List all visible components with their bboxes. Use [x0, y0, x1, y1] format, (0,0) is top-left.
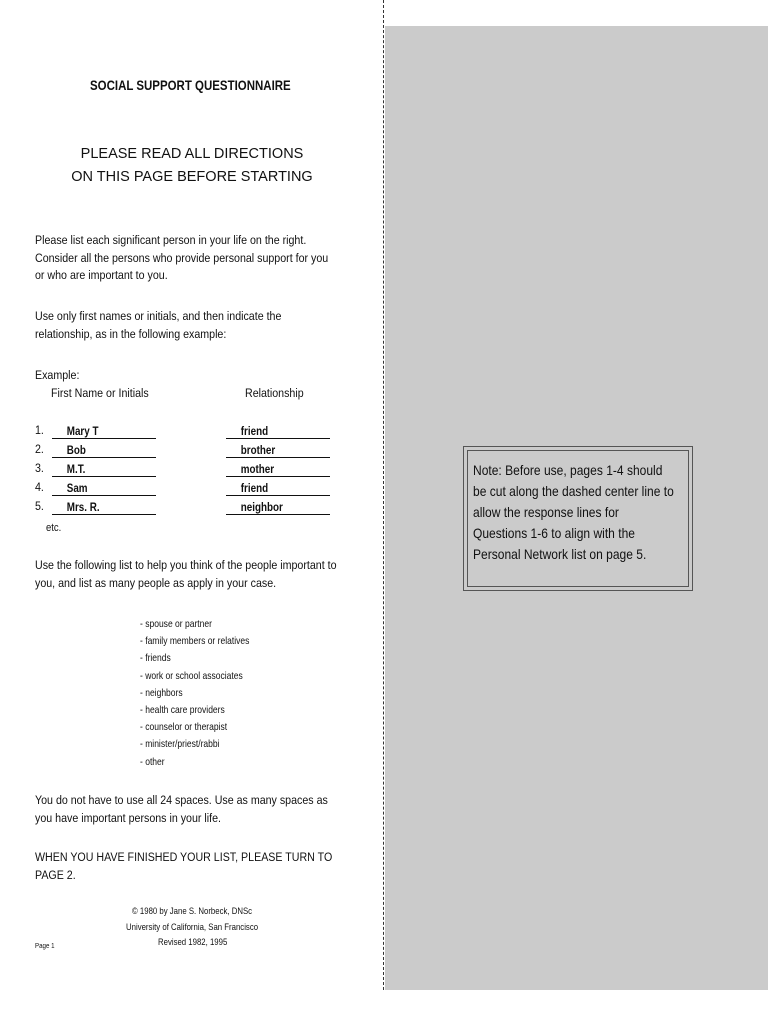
- note-box: [463, 446, 693, 591]
- example-relationship-text: mother: [240, 462, 275, 476]
- instructions-paragraph-3: Use the following list to help you think of the people important to you, and list as many people as apply in your case.: [35, 558, 337, 590]
- instructions-paragraph-2: Use only first names or initials, and then indicate the relationship, as in the following example:: [35, 309, 282, 341]
- category-item: - minister/priest/rabbi: [140, 739, 220, 751]
- example-name: [52, 462, 156, 477]
- example-name: [52, 443, 156, 458]
- example-number: 3.: [35, 461, 44, 475]
- example-relationship: [226, 424, 330, 439]
- example-name-text: Sam: [66, 481, 88, 495]
- example-number: 1.: [35, 423, 44, 437]
- example-label: Example:: [35, 368, 80, 382]
- category-item: - counselor or therapist: [140, 722, 228, 734]
- instructions-paragraph-1: Please list each significant person in your life on the right. Consider all the persons who provide personal support for you or who are important to you.: [35, 233, 329, 282]
- copyright-line-3: Revised 1982, 1995: [158, 937, 228, 948]
- etc-text: etc.: [46, 522, 62, 534]
- example-number: 4.: [35, 480, 44, 494]
- category-item: - friends: [140, 653, 171, 665]
- category-item: - spouse or partner: [140, 619, 212, 630]
- page-number: Page 1: [35, 941, 55, 950]
- subtitle-line-2: ON THIS PAGE BEFORE STARTING: [71, 169, 313, 185]
- category-list: [140, 616, 249, 771]
- cut-line: [383, 0, 384, 990]
- example-name-text: Bob: [66, 443, 86, 457]
- example-relationship: [226, 481, 330, 496]
- example-relationship: [226, 500, 330, 515]
- example-relationship-text: neighbor: [240, 500, 283, 514]
- category-item: - work or school associates: [140, 670, 243, 682]
- example-number: 2.: [35, 442, 44, 456]
- example-relationship: [226, 462, 330, 477]
- instructions-paragraph-5: WHEN YOU HAVE FINISHED YOUR LIST, PLEASE TURN TO PAGE 2.: [35, 850, 333, 882]
- example-relationship-text: friend: [240, 481, 269, 495]
- name-column-header: First Name or Initials: [51, 386, 149, 400]
- category-item: - neighbors: [140, 687, 183, 699]
- note-text: Note: Before use, pages 1-4 should be cut along the dashed center line to allow the response lines for Questions 1-6 to align with the Personal Network list on page 5.: [473, 462, 674, 562]
- category-item: - family members or relatives: [140, 636, 250, 648]
- category-item: - health care providers: [140, 705, 225, 717]
- relationship-column-header: Relationship: [245, 386, 304, 400]
- example-number: 5.: [35, 499, 44, 513]
- copyright-line-2: University of California, San Francisco: [126, 922, 259, 933]
- example-name: [52, 424, 156, 439]
- category-item: - other: [140, 756, 165, 768]
- subtitle-line-1: PLEASE READ ALL DIRECTIONS: [80, 146, 304, 162]
- instructions-paragraph-4: You do not have to use all 24 spaces. Use as many spaces as you have important persons in your life.: [35, 793, 328, 825]
- example-name-text: Mrs. R.: [66, 500, 100, 514]
- example-name-text: M.T.: [66, 462, 86, 476]
- copyright-line-1: © 1980 by Jane S. Norbeck, DNSc: [132, 906, 253, 917]
- example-relationship: [226, 443, 330, 458]
- example-name-text: Mary T: [66, 424, 99, 438]
- example-relationship-text: friend: [240, 424, 269, 438]
- page-title: SOCIAL SUPPORT QUESTIONNAIRE: [90, 77, 291, 93]
- example-name: [52, 500, 156, 515]
- example-name: [52, 481, 156, 496]
- example-relationship-text: brother: [240, 443, 276, 457]
